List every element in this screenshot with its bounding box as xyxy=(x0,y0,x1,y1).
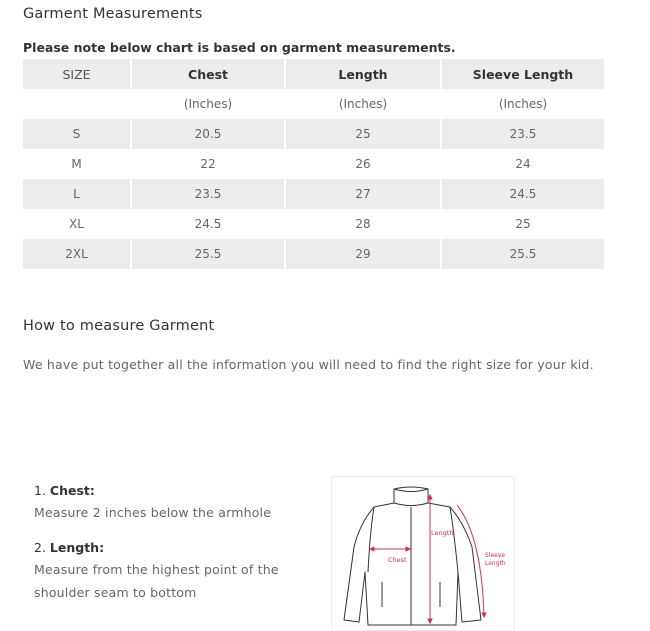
header-chest: Chest xyxy=(131,59,285,89)
units-row xyxy=(23,89,604,119)
table-cell: 27 xyxy=(285,179,441,209)
table-cell: 25.5 xyxy=(441,239,604,269)
table-row xyxy=(23,119,604,149)
table-cell: 25 xyxy=(285,119,441,149)
table-cell: 20.5 xyxy=(131,119,285,149)
jacket-outline xyxy=(344,503,481,625)
table-row xyxy=(23,179,604,209)
table-cell: 22 xyxy=(131,149,285,179)
table-cell: 26 xyxy=(285,149,441,179)
measure-steps xyxy=(34,481,314,604)
table-cell: M xyxy=(71,157,82,171)
table-cell: 24.5 xyxy=(131,209,285,239)
table-cell: XL xyxy=(69,217,84,231)
page-title: Garment Measurements xyxy=(23,6,203,22)
table-cell: 24.5 xyxy=(441,179,604,209)
table-cell: 23.5 xyxy=(131,179,285,209)
size-chart-table xyxy=(23,59,604,269)
chart-note: Please note below chart is based on garment measurements. xyxy=(23,40,456,55)
header-sleeve-length: Sleeve Length xyxy=(441,59,604,89)
header-size: SIZE xyxy=(62,66,91,82)
table-row xyxy=(23,149,604,179)
table-cell xyxy=(23,89,131,119)
step-number: 2. xyxy=(34,540,46,555)
sleeve-label-line1: Sleeve xyxy=(485,552,506,559)
table-cell: 25.5 xyxy=(131,239,285,269)
table-cell: 28 xyxy=(285,209,441,239)
table-cell: 24 xyxy=(441,149,604,179)
step-length-text: Measure from the highest point of the shoulder seam to bottom xyxy=(34,562,279,600)
step-name: Chest: xyxy=(49,483,95,498)
step-length-heading xyxy=(34,538,314,558)
table-cell: (Inches) xyxy=(285,89,441,119)
table-row xyxy=(23,209,604,239)
table-cell: L xyxy=(73,187,80,201)
table-cell: 2XL xyxy=(65,247,88,261)
table-header-row xyxy=(23,59,604,89)
table-cell: (Inches) xyxy=(131,89,285,119)
jacket-diagram-svg xyxy=(332,477,514,630)
header-length: Length xyxy=(285,59,441,89)
step-chest-heading xyxy=(34,481,314,501)
table-row xyxy=(23,239,604,269)
how-to-intro: We have put together all the information you will need to find the right size for your kid. xyxy=(23,357,594,372)
length-label: Length xyxy=(431,529,454,537)
step-chest-text: Measure 2 inches below the armhole xyxy=(34,505,272,520)
step-name: Length: xyxy=(49,540,105,555)
table-cell: 25 xyxy=(441,209,604,239)
chest-label: Chest xyxy=(388,556,407,564)
table-cell: (Inches) xyxy=(441,89,604,119)
table-cell: 29 xyxy=(285,239,441,269)
sleeve-label-line2: Length xyxy=(485,560,506,567)
table-cell: S xyxy=(72,127,81,141)
jacket-measurement-diagram xyxy=(331,476,515,631)
how-to-measure-heading: How to measure Garment xyxy=(23,318,215,334)
table-cell: 23.5 xyxy=(441,119,604,149)
step-number: 1. xyxy=(34,483,46,498)
